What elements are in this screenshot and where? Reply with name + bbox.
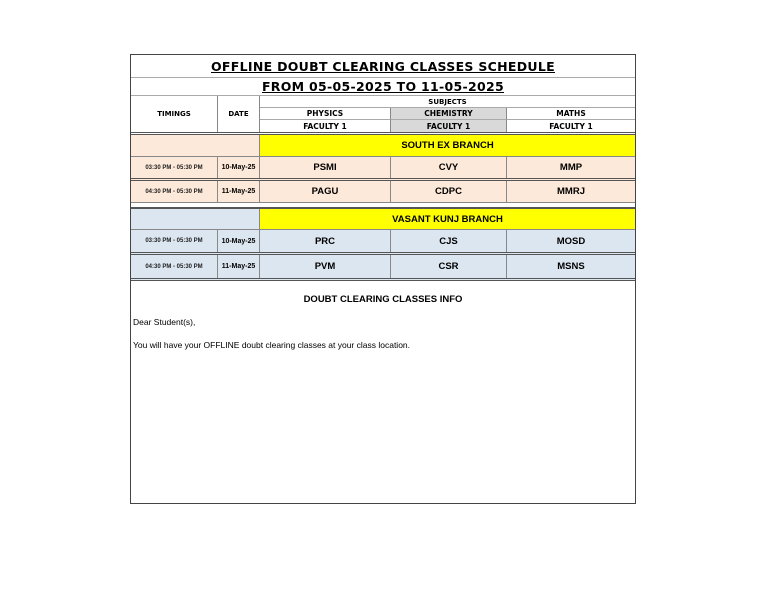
faculty-physics: FACULTY 1	[260, 120, 391, 132]
maths-cell: MMRJ	[557, 186, 585, 197]
chemistry-cell: CVY	[391, 157, 507, 178]
chemistry-cell: CSR	[391, 255, 507, 278]
table-row	[131, 255, 635, 281]
header-chemistry: CHEMISTRY	[391, 108, 507, 120]
physics-cell: PAGU	[260, 181, 391, 202]
table-row	[131, 157, 635, 181]
schedule-title: OFFLINE DOUBT CLEARING CLASSES SCHEDULE	[211, 58, 555, 74]
maths-cell: MOSD	[556, 235, 586, 247]
faculty-maths: FACULTY 1	[549, 121, 593, 131]
date-cell: 11-May-25	[218, 181, 260, 202]
timing-cell: 04:30 PM - 05:30 PM	[131, 255, 218, 278]
branch-spacer	[131, 135, 260, 156]
header-maths: MATHS	[507, 108, 635, 120]
header-timings: TIMINGS	[131, 96, 218, 132]
header-subjects: SUBJECTS	[260, 96, 635, 108]
physics-cell: PRC	[260, 230, 391, 252]
schedule-sheet	[130, 54, 636, 504]
faculty-chemistry: FACULTY 1	[391, 120, 507, 132]
date-range: FROM 05-05-2025 TO 11-05-2025	[261, 79, 505, 94]
timing-cell: 03:30 PM - 05:30 PM	[131, 157, 218, 178]
branch-spacer	[131, 209, 260, 229]
physics-cell: PVM	[260, 255, 391, 278]
table-header	[131, 96, 635, 135]
chemistry-cell: CJS	[391, 230, 507, 252]
header-physics: PHYSICS	[260, 108, 391, 120]
maths-cell: MSNS	[557, 261, 585, 272]
date-cell: 10-May-25	[218, 230, 260, 252]
info-message: You will have your OFFLINE doubt clearing classes at your class location.	[133, 340, 411, 350]
table-row	[131, 181, 635, 203]
maths-cell: MMP	[559, 162, 583, 173]
branch-name: VASANT KUNJ BRANCH	[260, 209, 635, 229]
physics-cell: PSMI	[260, 157, 391, 178]
timing-cell: 04:30 PM - 05:30 PM	[131, 181, 218, 202]
table-row	[131, 230, 635, 255]
date-cell: 10-May-25	[218, 157, 260, 178]
branch-header-row	[131, 209, 635, 230]
info-title: DOUBT CLEARING CLASSES INFO	[303, 294, 463, 305]
date-range-row	[131, 78, 635, 96]
timing-cell: 03:30 PM - 05:30 PM	[131, 230, 218, 252]
title-row	[131, 55, 635, 78]
date-cell: 11-May-25	[218, 255, 260, 278]
chemistry-cell: CDPC	[391, 181, 507, 202]
branch-header-row	[131, 135, 635, 157]
branch-name: SOUTH EX BRANCH	[260, 135, 635, 156]
info-greeting: Dear Student(s),	[133, 317, 196, 327]
header-date: DATE	[218, 96, 260, 132]
